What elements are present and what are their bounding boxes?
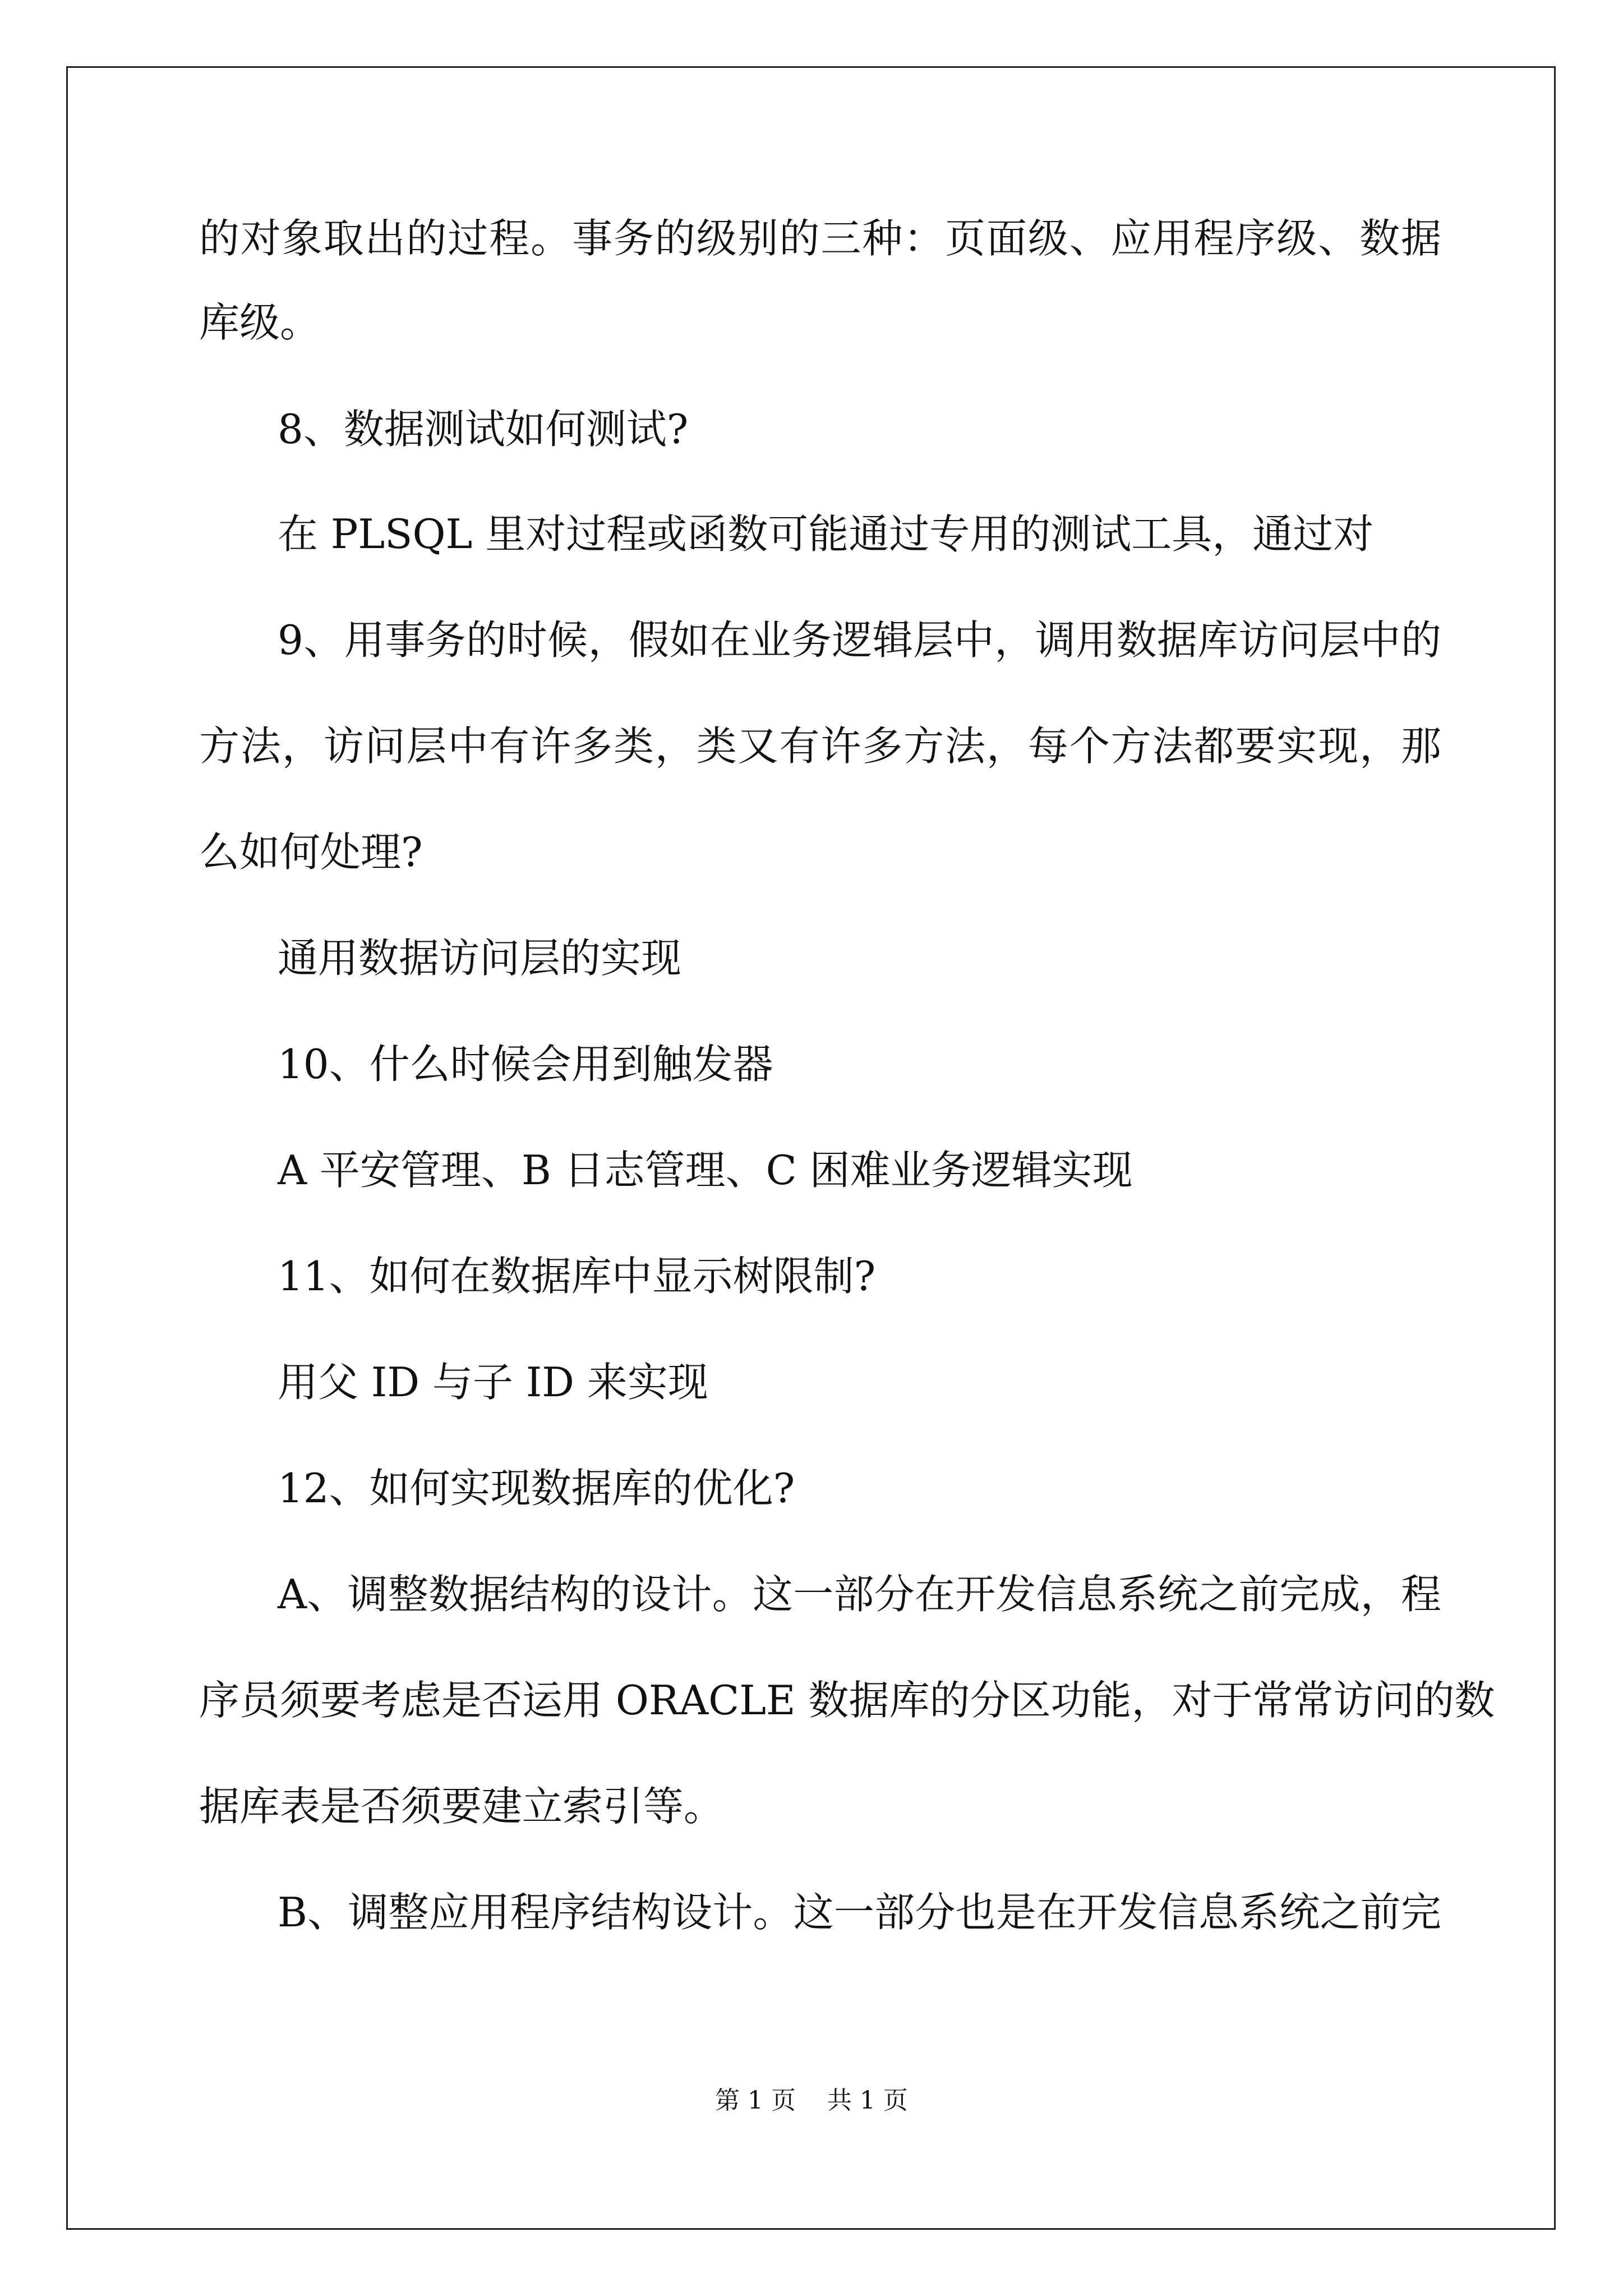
answer-8: 在 PLSQL 里对过程或函数可能通过专用的测试工具，通过对 (278, 510, 1374, 558)
text-line-2: 库级。 (199, 299, 321, 346)
page-footer: 第 1 页 共 1 页 (715, 2086, 908, 2115)
question-12: 12、如何实现数据库的优化? (278, 1465, 795, 1512)
answer-10: A 平安管理、B 日志管理、C 困难业务逻辑实现 (278, 1147, 1133, 1194)
answer-12-b-line-1: B、调整应用程序结构设计。这一部分也是在开发信息系统之前完 (278, 1889, 1441, 1936)
answer-12-a-line-3: 据库表是否须要建立索引等。 (199, 1783, 725, 1830)
question-8: 8、数据测试如何测试? (278, 406, 689, 453)
answer-12-a-line-1: A、调整数据结构的设计。这一部分在开发信息系统之前完成，程 (278, 1571, 1441, 1618)
text-line-1: 的对象取出的过程。事务的级别的三种：页面级、应用程序级、数据 (199, 215, 1441, 262)
question-11: 11、如何在数据库中显示树限制? (278, 1253, 876, 1300)
question-9-line-3: 么如何处理? (199, 829, 423, 876)
answer-9: 通用数据访问层的实现 (278, 935, 682, 982)
question-9-line-1: 9、用事务的时候，假如在业务逻辑层中，调用数据库访问层中的 (278, 616, 1441, 664)
question-10: 10、什么时候会用到触发器 (278, 1041, 773, 1088)
answer-12-a-line-2: 序员须要考虑是否运用 ORACLE 数据库的分区功能，对于常常访问的数 (199, 1677, 1495, 1724)
answer-11: 用父 ID 与子 ID 来实现 (278, 1359, 708, 1406)
question-9-line-2: 方法，访问层中有许多类，类又有许多方法，每个方法都要实现，那 (199, 723, 1441, 770)
